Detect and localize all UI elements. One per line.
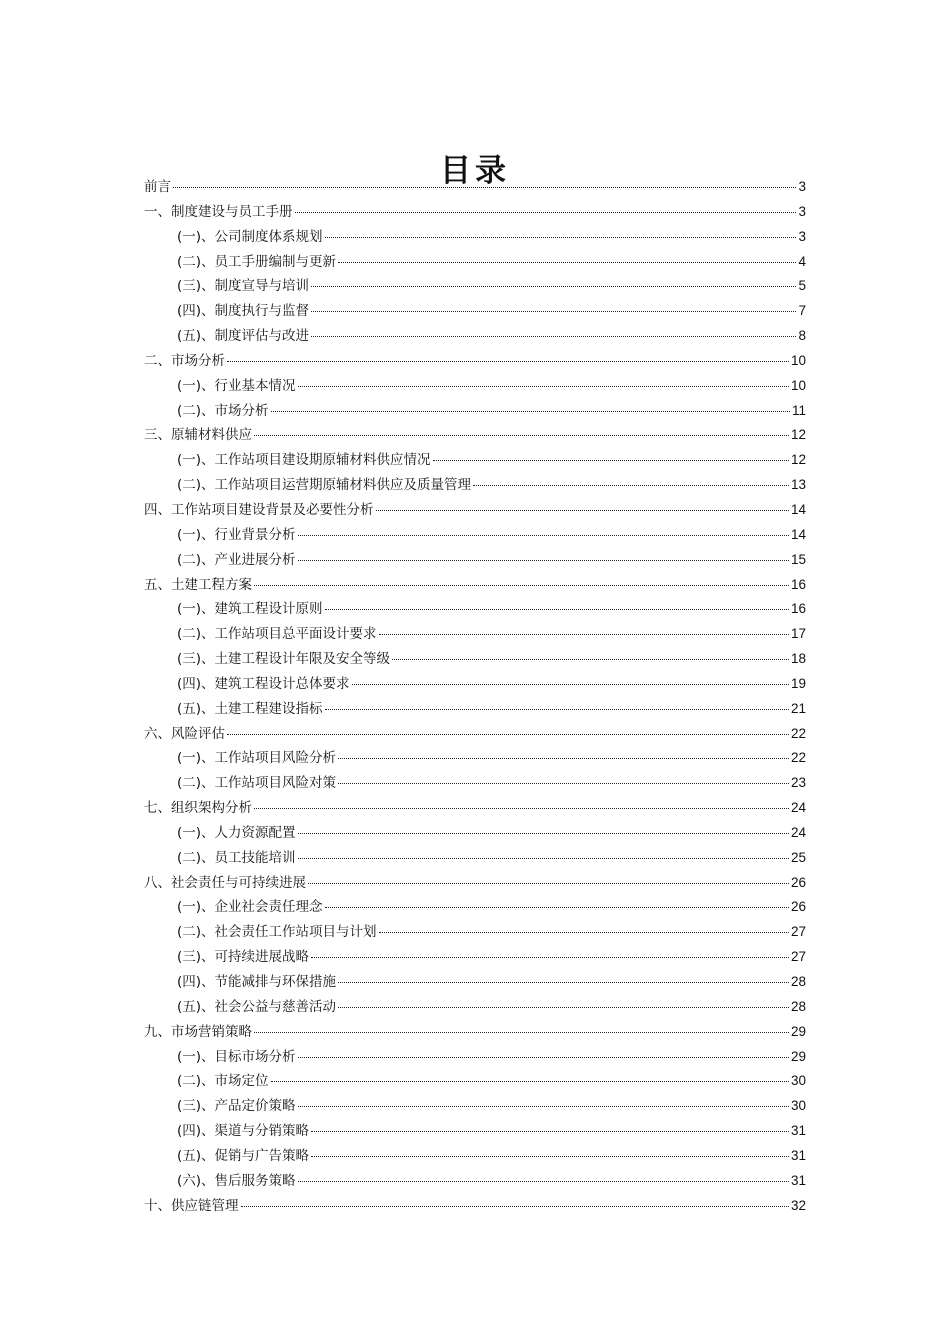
toc-entry-label: (二)、工作站项目风险对策 [177,775,337,792]
toc-entry-label: 前言 [144,179,171,195]
toc-entry-page-number: 12 [790,452,806,468]
toc-dot-leader [227,360,789,362]
toc-entry-label: (二)、工作站项目总平面设计要求 [177,626,377,643]
toc-entry-page-number: 31 [790,1147,806,1163]
toc-dot-leader [173,186,796,188]
toc-entry[interactable] [144,697,806,722]
toc-dot-leader [311,335,796,337]
toc-entry-label: (二)、市场定位 [177,1073,269,1090]
toc-entry[interactable] [144,225,806,250]
toc-entry-page-number: 31 [790,1123,806,1139]
toc-entry-page-number: 3 [798,179,806,194]
toc-dot-leader [298,1056,789,1058]
toc-entry-label: (一)、人力资源配置 [177,824,296,841]
toc-entry-page-number: 15 [790,551,806,567]
toc-entry-label: (四)、节能减排与环保措施 [177,974,337,990]
toc-dot-leader [325,236,797,238]
toc-entry[interactable] [144,846,806,871]
toc-entry-page-number: 28 [790,998,806,1014]
toc-dot-leader [311,1155,789,1157]
toc-dot-leader [338,981,789,983]
toc-entry-label: 一、制度建设与员工手册 [144,203,293,220]
toc-entry-label: (一)、行业背景分析 [177,526,296,543]
toc-entry-page-number: 3 [798,228,806,244]
toc-entry-label: 七、组织架构分析 [144,800,252,817]
table-of-contents [144,175,806,1218]
toc-entry-label: (一)、企业社会责任理念 [177,899,323,916]
toc-entry[interactable] [144,1045,806,1070]
toc-entry-label: (二)、社会责任工作站项目与计划 [177,924,377,941]
toc-entry[interactable] [144,746,806,771]
toc-entry-label: 八、社会责任与可持续进展 [144,874,306,891]
toc-entry[interactable] [144,349,806,374]
toc-entry-label: (五)、土建工程建设指标 [177,700,323,717]
toc-dot-leader [298,534,789,536]
toc-dot-leader [308,882,789,884]
toc-entry-label: (一)、工作站项目风险分析 [177,750,337,767]
toc-dot-leader [325,906,789,908]
toc-entry-page-number: 17 [790,626,806,642]
toc-entry-page-number: 8 [798,328,806,344]
toc-entry-page-number: 23 [790,775,806,791]
toc-entry[interactable] [144,796,806,821]
toc-dot-leader [271,1080,789,1082]
toc-entry[interactable] [144,324,806,349]
toc-entry[interactable] [144,622,806,647]
toc-dot-leader [338,1006,789,1008]
toc-dot-leader [271,410,790,412]
toc-entry-page-number: 14 [790,526,806,542]
toc-entry-label: (二)、员工手册编制与更新 [177,253,337,270]
toc-entry-label: (四)、建筑工程设计总体要求 [177,675,350,692]
toc-entry-page-number: 27 [790,949,806,965]
page-title: 目录 [440,152,510,189]
toc-entry[interactable] [144,374,806,399]
toc-entry-label: (四)、制度执行与监督 [177,303,310,320]
toc-entry-page-number: 29 [790,1048,806,1064]
toc-entry-page-number: 19 [790,675,806,691]
toc-entry-label: 十、供应链管理 [144,1197,239,1214]
toc-dot-leader [311,956,789,958]
toc-entry-label: (一)、工作站项目建设期原辅材料供应情况 [177,452,431,469]
toc-entry[interactable] [144,821,806,846]
toc-entry-page-number: 21 [790,700,806,716]
toc-entry-page-number: 16 [790,601,806,617]
toc-entry[interactable] [144,175,806,200]
toc-entry-page-number: 24 [790,800,806,816]
toc-entry[interactable] [144,945,806,970]
toc-entry-page-number: 25 [790,849,806,865]
toc-entry-label: (一)、建筑工程设计原则 [177,601,323,618]
toc-dot-leader [298,385,789,387]
toc-dot-leader [433,459,789,461]
toc-entry-page-number: 7 [798,303,806,319]
toc-entry-page-number: 18 [790,651,806,667]
toc-entry-page-number: 22 [790,725,806,741]
toc-entry-label: 九、市场营销策略 [144,1023,252,1040]
toc-entry[interactable] [144,1144,806,1169]
toc-entry[interactable] [144,970,806,995]
toc-entry[interactable] [144,423,806,448]
toc-dot-leader [325,608,789,610]
toc-entry-label: (五)、制度评估与改进 [177,328,310,345]
toc-entry[interactable] [144,1169,806,1194]
toc-entry[interactable] [144,473,806,498]
toc-entry-label: 二、市场分析 [144,352,225,369]
toc-entry-page-number: 3 [798,203,806,219]
toc-dot-leader [254,434,789,436]
toc-entry[interactable] [144,448,806,473]
toc-entry[interactable] [144,548,806,573]
toc-entry-label: (三)、可持续进展战略 [177,949,310,966]
toc-dot-leader [376,509,789,511]
toc-dot-leader [298,857,789,859]
toc-entry[interactable] [144,597,806,622]
toc-dot-leader [311,1130,789,1132]
toc-entry[interactable] [144,274,806,299]
toc-entry-label: (六)、售后服务策略 [177,1172,296,1189]
toc-dot-leader [338,757,789,759]
toc-entry[interactable] [144,1069,806,1094]
toc-entry[interactable] [144,523,806,548]
toc-entry-page-number: 10 [790,377,806,393]
toc-entry-page-number: 26 [790,874,806,890]
toc-entry-label: (五)、社会公益与慈善活动 [177,998,337,1015]
toc-entry-page-number: 29 [790,1023,806,1039]
toc-entry-page-number: 31 [790,1172,806,1188]
toc-entry[interactable] [144,200,806,225]
toc-dot-leader [298,832,789,834]
toc-entry-page-number: 5 [798,278,806,294]
toc-entry-label: 六、风险评估 [144,725,225,742]
toc-entry[interactable] [144,995,806,1020]
toc-entry-label: 五、土建工程方案 [144,576,252,593]
toc-entry-page-number: 28 [790,974,806,989]
toc-entry-page-number: 22 [790,750,806,766]
toc-entry-label: (四)、渠道与分销策略 [177,1123,310,1140]
toc-entry[interactable] [144,1020,806,1045]
toc-entry-label: (一)、公司制度体系规划 [177,228,323,245]
toc-entry-page-number: 11 [791,402,806,418]
toc-entry-page-number: 14 [790,501,806,517]
toc-dot-leader [254,807,789,809]
toc-entry-label: (一)、行业基本情况 [177,377,296,394]
toc-dot-leader [298,1105,789,1107]
toc-entry[interactable] [144,250,806,275]
toc-entry-label: (三)、土建工程设计年限及安全等级 [177,651,391,668]
toc-entry[interactable] [144,895,806,920]
toc-entry-page-number: 30 [790,1098,806,1114]
toc-entry-label: (五)、促销与广告策略 [177,1147,310,1164]
toc-entry-label: 四、工作站项目建设背景及必要性分析 [144,501,374,518]
toc-dot-leader [473,484,789,486]
toc-entry-label: (一)、目标市场分析 [177,1048,296,1065]
toc-entry-page-number: 26 [790,899,806,915]
toc-dot-leader [311,310,796,312]
toc-entry-page-number: 32 [790,1197,806,1213]
toc-entry[interactable] [144,672,806,697]
toc-dot-leader [298,1180,789,1182]
toc-dot-leader [338,261,796,263]
toc-entry-page-number: 13 [790,477,806,493]
toc-dot-leader [379,931,789,933]
toc-entry-label: (二)、产业进展分析 [177,551,296,568]
toc-dot-leader [295,211,797,213]
toc-dot-leader [338,782,789,784]
toc-dot-leader [241,1205,789,1207]
toc-entry[interactable] [144,647,806,672]
toc-entry[interactable] [144,1194,806,1219]
toc-entry-page-number: 10 [790,352,806,368]
toc-entry[interactable] [144,299,806,324]
toc-entry[interactable] [144,498,806,523]
toc-entry-page-number: 4 [798,253,806,269]
toc-entry-label: (二)、员工技能培训 [177,849,296,866]
toc-entry[interactable] [144,573,806,598]
toc-entry-page-number: 30 [790,1073,806,1089]
toc-dot-leader [298,559,789,561]
toc-entry[interactable] [144,1119,806,1144]
toc-entry[interactable] [144,871,806,896]
toc-dot-leader [392,658,789,660]
toc-entry-label: 三、原辅材料供应 [144,427,252,444]
toc-entry[interactable] [144,920,806,945]
toc-entry[interactable] [144,1094,806,1119]
toc-dot-leader [352,683,789,685]
toc-entry-page-number: 16 [790,576,806,592]
toc-entry-label: (三)、制度宣导与培训 [177,278,310,295]
toc-dot-leader [254,584,789,586]
toc-entry-label: (二)、市场分析 [177,402,269,419]
toc-dot-leader [254,1031,789,1033]
toc-entry-page-number: 12 [790,427,806,443]
toc-dot-leader [379,633,789,635]
toc-entry[interactable] [144,722,806,747]
toc-entry-label: (三)、产品定价策略 [177,1098,296,1115]
toc-entry[interactable] [144,771,806,796]
toc-dot-leader [325,708,789,710]
toc-dot-leader [227,733,789,735]
toc-entry-label: (二)、工作站项目运营期原辅材料供应及质量管理 [177,477,472,494]
toc-dot-leader [311,285,796,287]
toc-entry-page-number: 24 [790,824,806,840]
toc-entry-page-number: 27 [790,924,806,940]
toc-entry[interactable] [144,399,806,424]
